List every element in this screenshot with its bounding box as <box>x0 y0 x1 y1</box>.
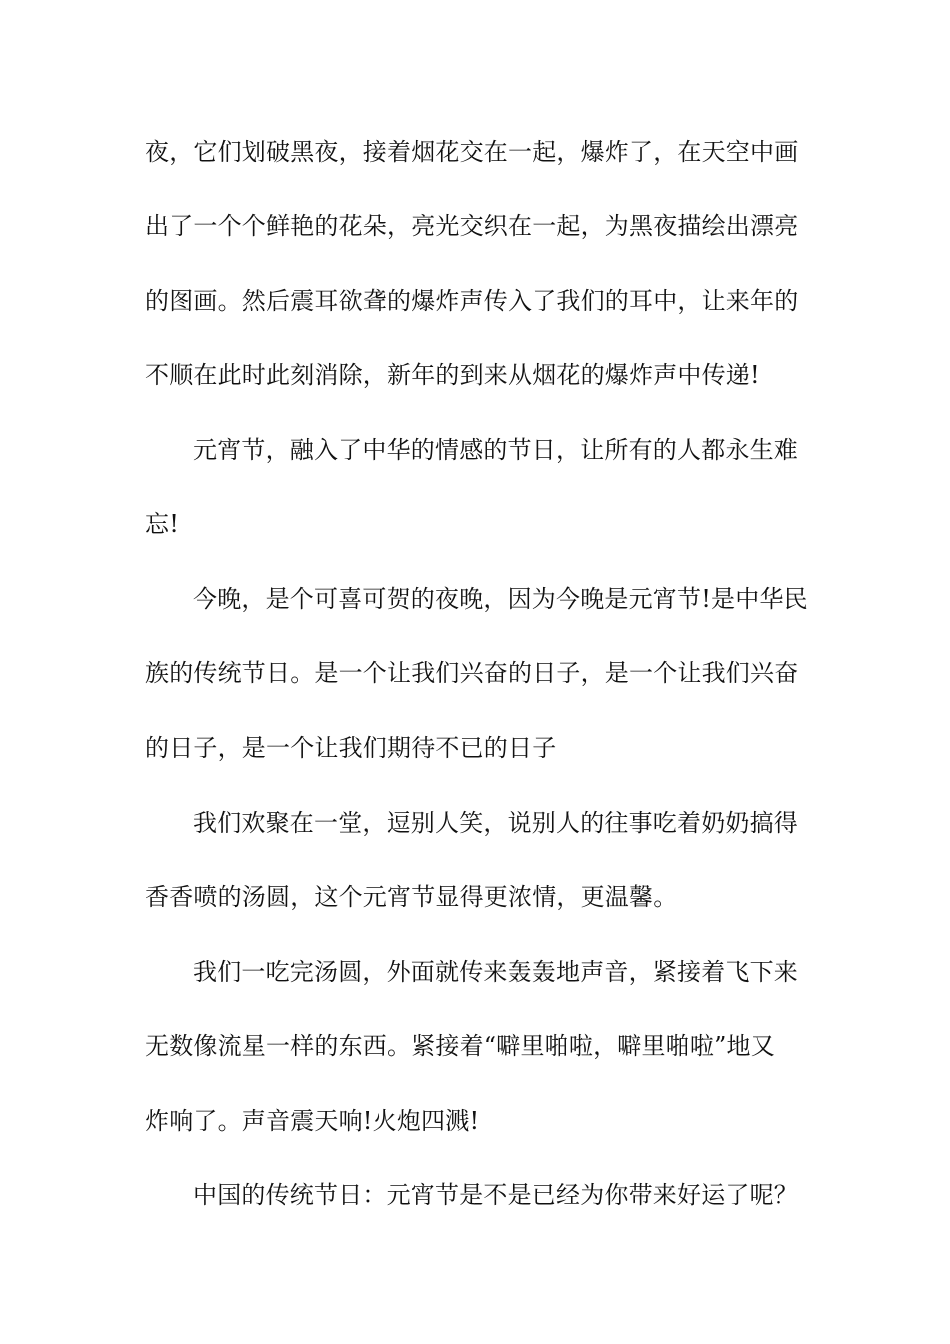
paragraph-first-line: 我们一吃完汤圆，外面就传来轰轰地声音，紧接着飞下来 <box>193 958 798 986</box>
text-line: 无数像流星一样的东西。紧接着“噼里啪啦，噼里啪啦”地又 <box>145 1032 775 1060</box>
text-line: 的日子，是一个让我们期待不已的日子 <box>145 734 557 762</box>
text-line: 忘! <box>145 510 180 538</box>
text-line: 夜，它们划破黑夜，接着烟花交在一起，爆炸了，在天空中画 <box>145 138 799 166</box>
text-line: 族的传统节日。是一个让我们兴奋的日子，是一个让我们兴奋 <box>145 659 799 687</box>
text-line: 香香喷的汤圆，这个元宵节显得更浓情，更温馨。 <box>145 883 678 911</box>
text-line: 炸响了。声音震天响!火炮四溅! <box>145 1107 480 1135</box>
text-line: 出了一个个鲜艳的花朵，亮光交织在一起，为黑夜描绘出漂亮 <box>145 212 799 240</box>
text-line: 的图画。然后震耳欲聋的爆炸声传入了我们的耳中，让来年的 <box>145 287 799 315</box>
paragraph-first-line: 我们欢聚在一堂，逗别人笑，说别人的往事吃着奶奶搞得 <box>193 809 798 837</box>
text-line: 不顺在此时此刻消除，新年的到来从烟花的爆炸声中传递! <box>145 361 760 389</box>
paragraph-first-line: 今晚，是个可喜可贺的夜晚，因为今晚是元宵节!是中华民 <box>193 585 808 613</box>
paragraph-first-line: 中国的传统节日：元宵节是不是已经为你带来好运了呢？ <box>193 1181 798 1209</box>
paragraph-first-line: 元宵节，融入了中华的情感的节日，让所有的人都永生难 <box>193 436 798 464</box>
